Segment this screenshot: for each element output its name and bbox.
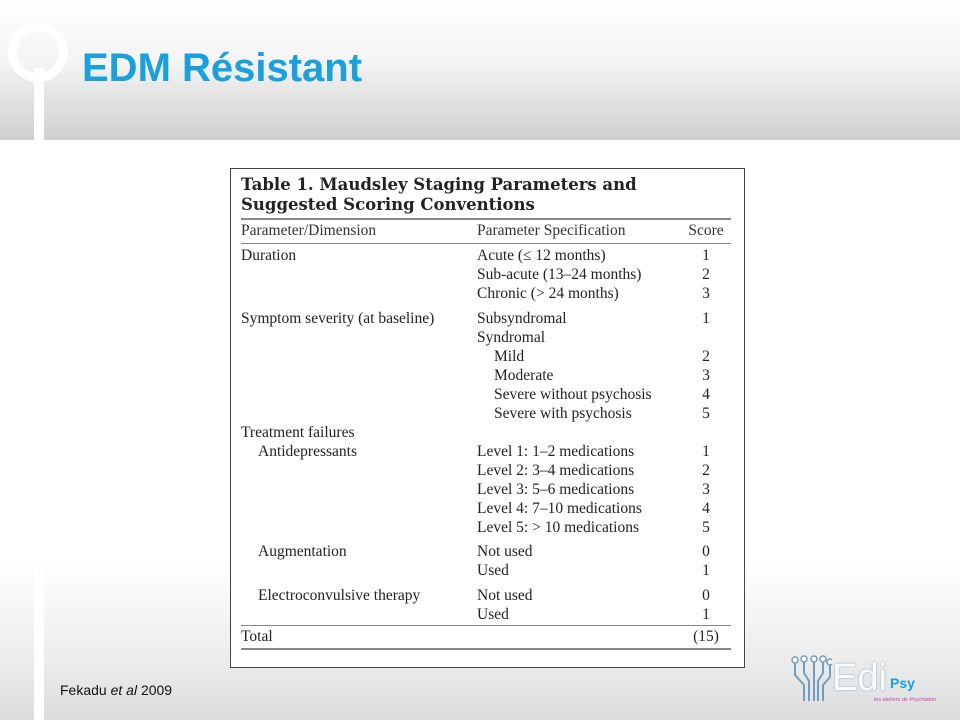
spec-cell: Moderate [494,367,554,384]
score-cell: 1 [702,443,710,460]
score-cell: 0 [702,587,710,604]
spec-cell: Acute (≤ 12 months) [477,247,606,264]
spec-cell: Mild [494,348,525,365]
score-cell: 3 [702,285,710,302]
param-antidepressants: Antidepressants [258,443,358,460]
param-duration: Duration [241,247,297,264]
spec-cell: Level 1: 1–2 medications [477,443,635,460]
score-cell: 1 [702,562,710,579]
table-total-rule [241,625,731,626]
table-header-rule [241,243,731,244]
citation-etal: et al [110,682,138,698]
score-cell: 3 [702,367,710,384]
score-cell: 0 [702,543,710,560]
spec-cell: Severe without psychosis [494,386,652,403]
total-score: (15) [693,628,719,645]
score-cell: 2 [702,348,710,365]
spec-cell: Not used [477,543,533,560]
score-cell: 2 [702,266,710,283]
logo-subtitle: les ateliers de Psychiatrie [874,697,937,703]
spec-cell: Chronic (> 24 months) [477,285,619,302]
spec-cell: Not used [477,587,533,604]
decorative-vertical-line [34,68,44,720]
table-image-frame [230,168,745,668]
total-label: Total [241,628,273,645]
score-cell: 4 [702,500,710,517]
spec-cell: Subsyndromal [477,310,567,327]
citation [60,682,172,698]
spec-cell: Syndromal [477,329,546,346]
table-caption: Table 1. Maudsley Staging Parameters and Suggested Scoring Conventions [241,175,637,214]
header-score: Score [688,222,724,239]
param-ect: Electroconvulsive therapy [258,587,421,604]
decorative-ring [8,22,68,82]
spec-cell: Level 4: 7–10 medications [477,500,642,517]
score-cell: 1 [702,247,710,264]
score-cell: 4 [702,386,710,403]
spec-cell: Level 2: 3–4 medications [477,462,635,479]
slide-title: EDM Résistant [82,46,363,90]
spec-cell: Level 3: 5–6 medications [477,481,635,498]
header-parameter: Parameter/Dimension [241,222,377,239]
table-bottom-rule [241,648,731,650]
param-treatment-failures: Treatment failures [241,424,355,441]
score-cell: 3 [702,481,710,498]
spec-cell: Used [477,562,509,579]
param-symptom-severity: Symptom severity (at baseline) [241,310,435,327]
table-top-rule [241,218,731,220]
edipsy-logo [790,655,950,710]
citation-author: Fekadu [60,682,111,698]
score-cell: 5 [702,519,710,536]
spec-cell: Level 5: > 10 medications [477,519,639,536]
spec-cell: Used [477,606,509,623]
citation-year: 2009 [137,682,173,698]
score-cell: 1 [702,310,710,327]
spec-cell: Sub-acute (13–24 months) [477,266,642,283]
score-cell: 1 [702,606,710,623]
circuit-icon [790,655,832,705]
header-specification: Parameter Specification [477,222,626,239]
param-augmentation: Augmentation [258,543,347,560]
logo-psy-text: Psy [890,675,915,691]
spec-cell: Severe with psychosis [494,405,632,422]
score-cell: 2 [702,462,710,479]
score-cell: 5 [702,405,710,422]
logo-main-text: Edi [832,657,887,699]
